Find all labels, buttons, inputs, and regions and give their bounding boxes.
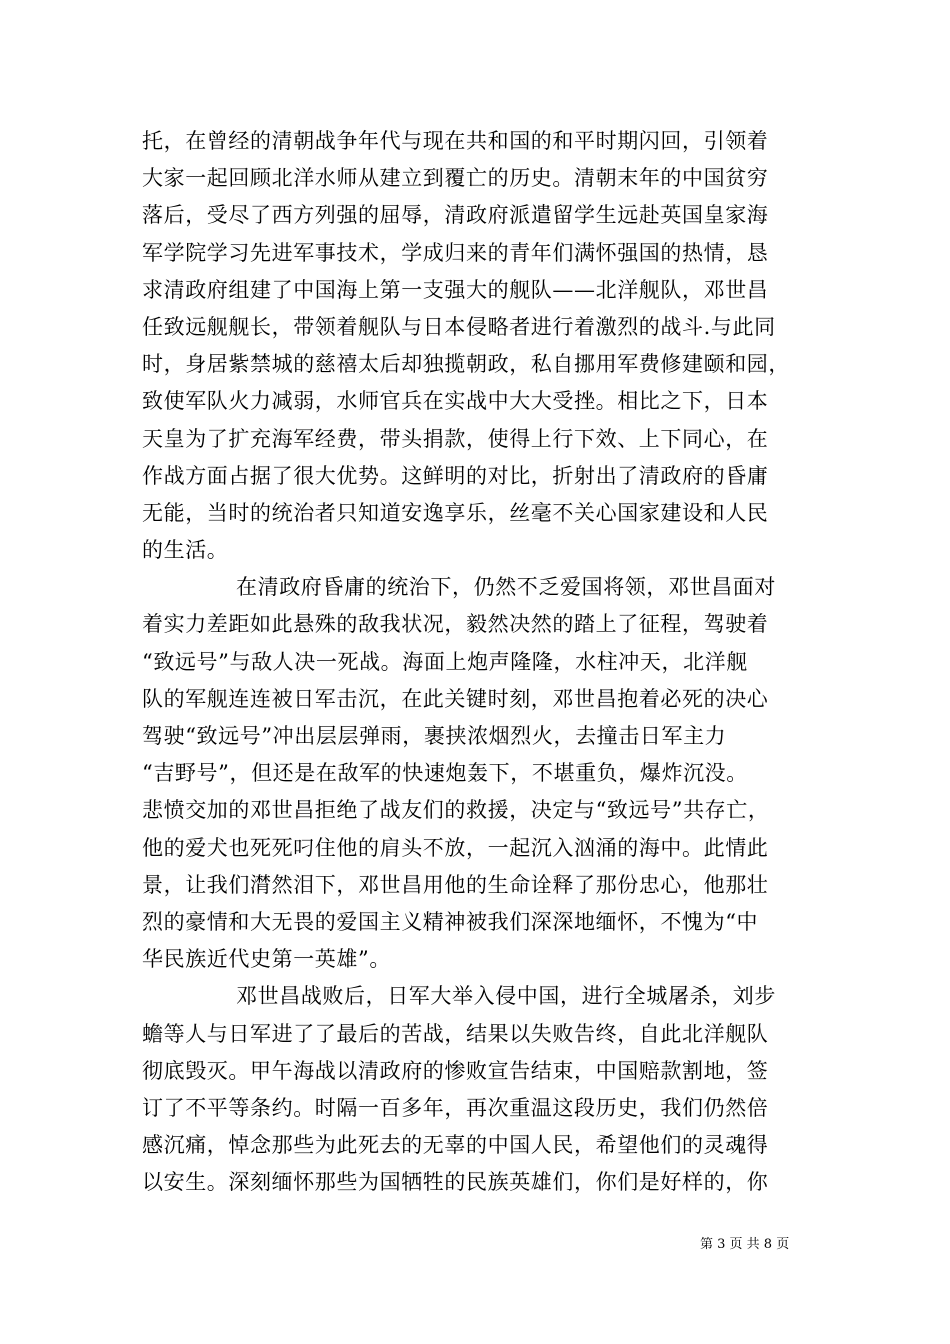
text-line: 订了不平等条约。时隔一百多年，再次重温这段历史，我们仍然倍 [142, 1095, 769, 1120]
text-line: 以安生。深刻缅怀那些为国牺牲的民族英雄们，你们是好样的，你 [142, 1170, 769, 1195]
text-line: 蟾等人与日军进了了最后的苦战，结果以失败告终，自此北洋舰队 [142, 1021, 769, 1046]
text-line: 落后，受尽了西方列强的屈辱，清政府派遣留学生远赴英国皇家海 [142, 203, 769, 228]
text-line: 求清政府组建了中国海上第一支强大的舰队——北洋舰队，邓世昌 [142, 277, 769, 302]
text-line: “吉野号”，但还是在敌军的快速炮轰下，不堪重负，爆炸沉没。 [142, 761, 748, 786]
text-line: 彻底毁灭。甲午海战以清政府的惨败宣告结束，中国赔款割地，签 [142, 1058, 769, 1083]
text-line: 悲愤交加的邓世昌拒绝了战友们的救援，决定与“致远号”共存亡， [142, 798, 770, 823]
text-line: 感沉痛，悼念那些为此死去的无辜的中国人民，希望他们的灵魂得 [142, 1133, 769, 1158]
text-line: 景，让我们潸然泪下，邓世昌用他的生命诠释了那份忠心，他那壮 [142, 872, 769, 897]
text-line: 他的爱犬也死死叼住他的肩头不放，一起沉入汹涌的海中。此情此 [142, 835, 769, 860]
text-line: 驾驶“致远号”冲出层层弹雨，裹挟浓烟烈火，去撞击日军主力 [142, 724, 727, 748]
text-line: 队的军舰连连被日军击沉，在此关键时刻，邓世昌抱着必死的决心 [142, 686, 769, 711]
page-number-footer: 第 3 页 共 8 页 [700, 1237, 790, 1252]
text-line: “致远号”与敌人决一死战。海面上炮声隆隆，水柱冲天，北洋舰 [142, 649, 748, 674]
paragraph-start-line: 邓世昌战败后，日军大举入侵中国，进行全城屠杀，刘步 [236, 984, 776, 1009]
text-line: 作战方面占据了很大优势。这鲜明的对比，折射出了清政府的昏庸 [142, 463, 769, 488]
text-line: 天皇为了扩充海军经费，带头捐款，使得上行下效、上下同心，在 [142, 426, 769, 451]
text-line: 无能，当时的统治者只知道安逸享乐，丝毫不关心国家建设和人民 [142, 500, 769, 525]
text-line: 着实力差距如此悬殊的敌我状况，毅然决然的踏上了征程，驾驶着 [142, 612, 769, 637]
text-line: 大家一起回顾北洋水师从建立到覆亡的历史。清朝末年的中国贫穷 [142, 166, 769, 191]
text-line: 任致远舰舰长，带领着舰队与日本侵略者进行着激烈的战斗.与此同 [142, 314, 776, 339]
text-line: 军学院学习先进军事技术，学成归来的青年们满怀强国的热情，恳 [142, 240, 769, 265]
text-line: 托，在曾经的清朝战争年代与现在共和国的和平时期闪回，引领着 [142, 129, 769, 153]
text-line: 致使军队火力减弱，水师官兵在实战中大大受挫。相比之下，日本 [142, 389, 769, 414]
text-line: 时，身居紫禁城的慈禧太后却独揽朝政，私自挪用军费修建颐和园， [142, 352, 790, 377]
text-line: 华民族近代史第一英雄”。 [142, 947, 391, 972]
paragraph-start-line: 在清政府昏庸的统治下，仍然不乏爱国将领，邓世昌面对 [236, 575, 776, 600]
body-text [142, 123, 808, 1201]
text-line: 烈的豪情和大无畏的爱国主义精神被我们深深地缅怀，不愧为“中 [142, 909, 759, 934]
text-line: 的生活。 [142, 538, 229, 563]
